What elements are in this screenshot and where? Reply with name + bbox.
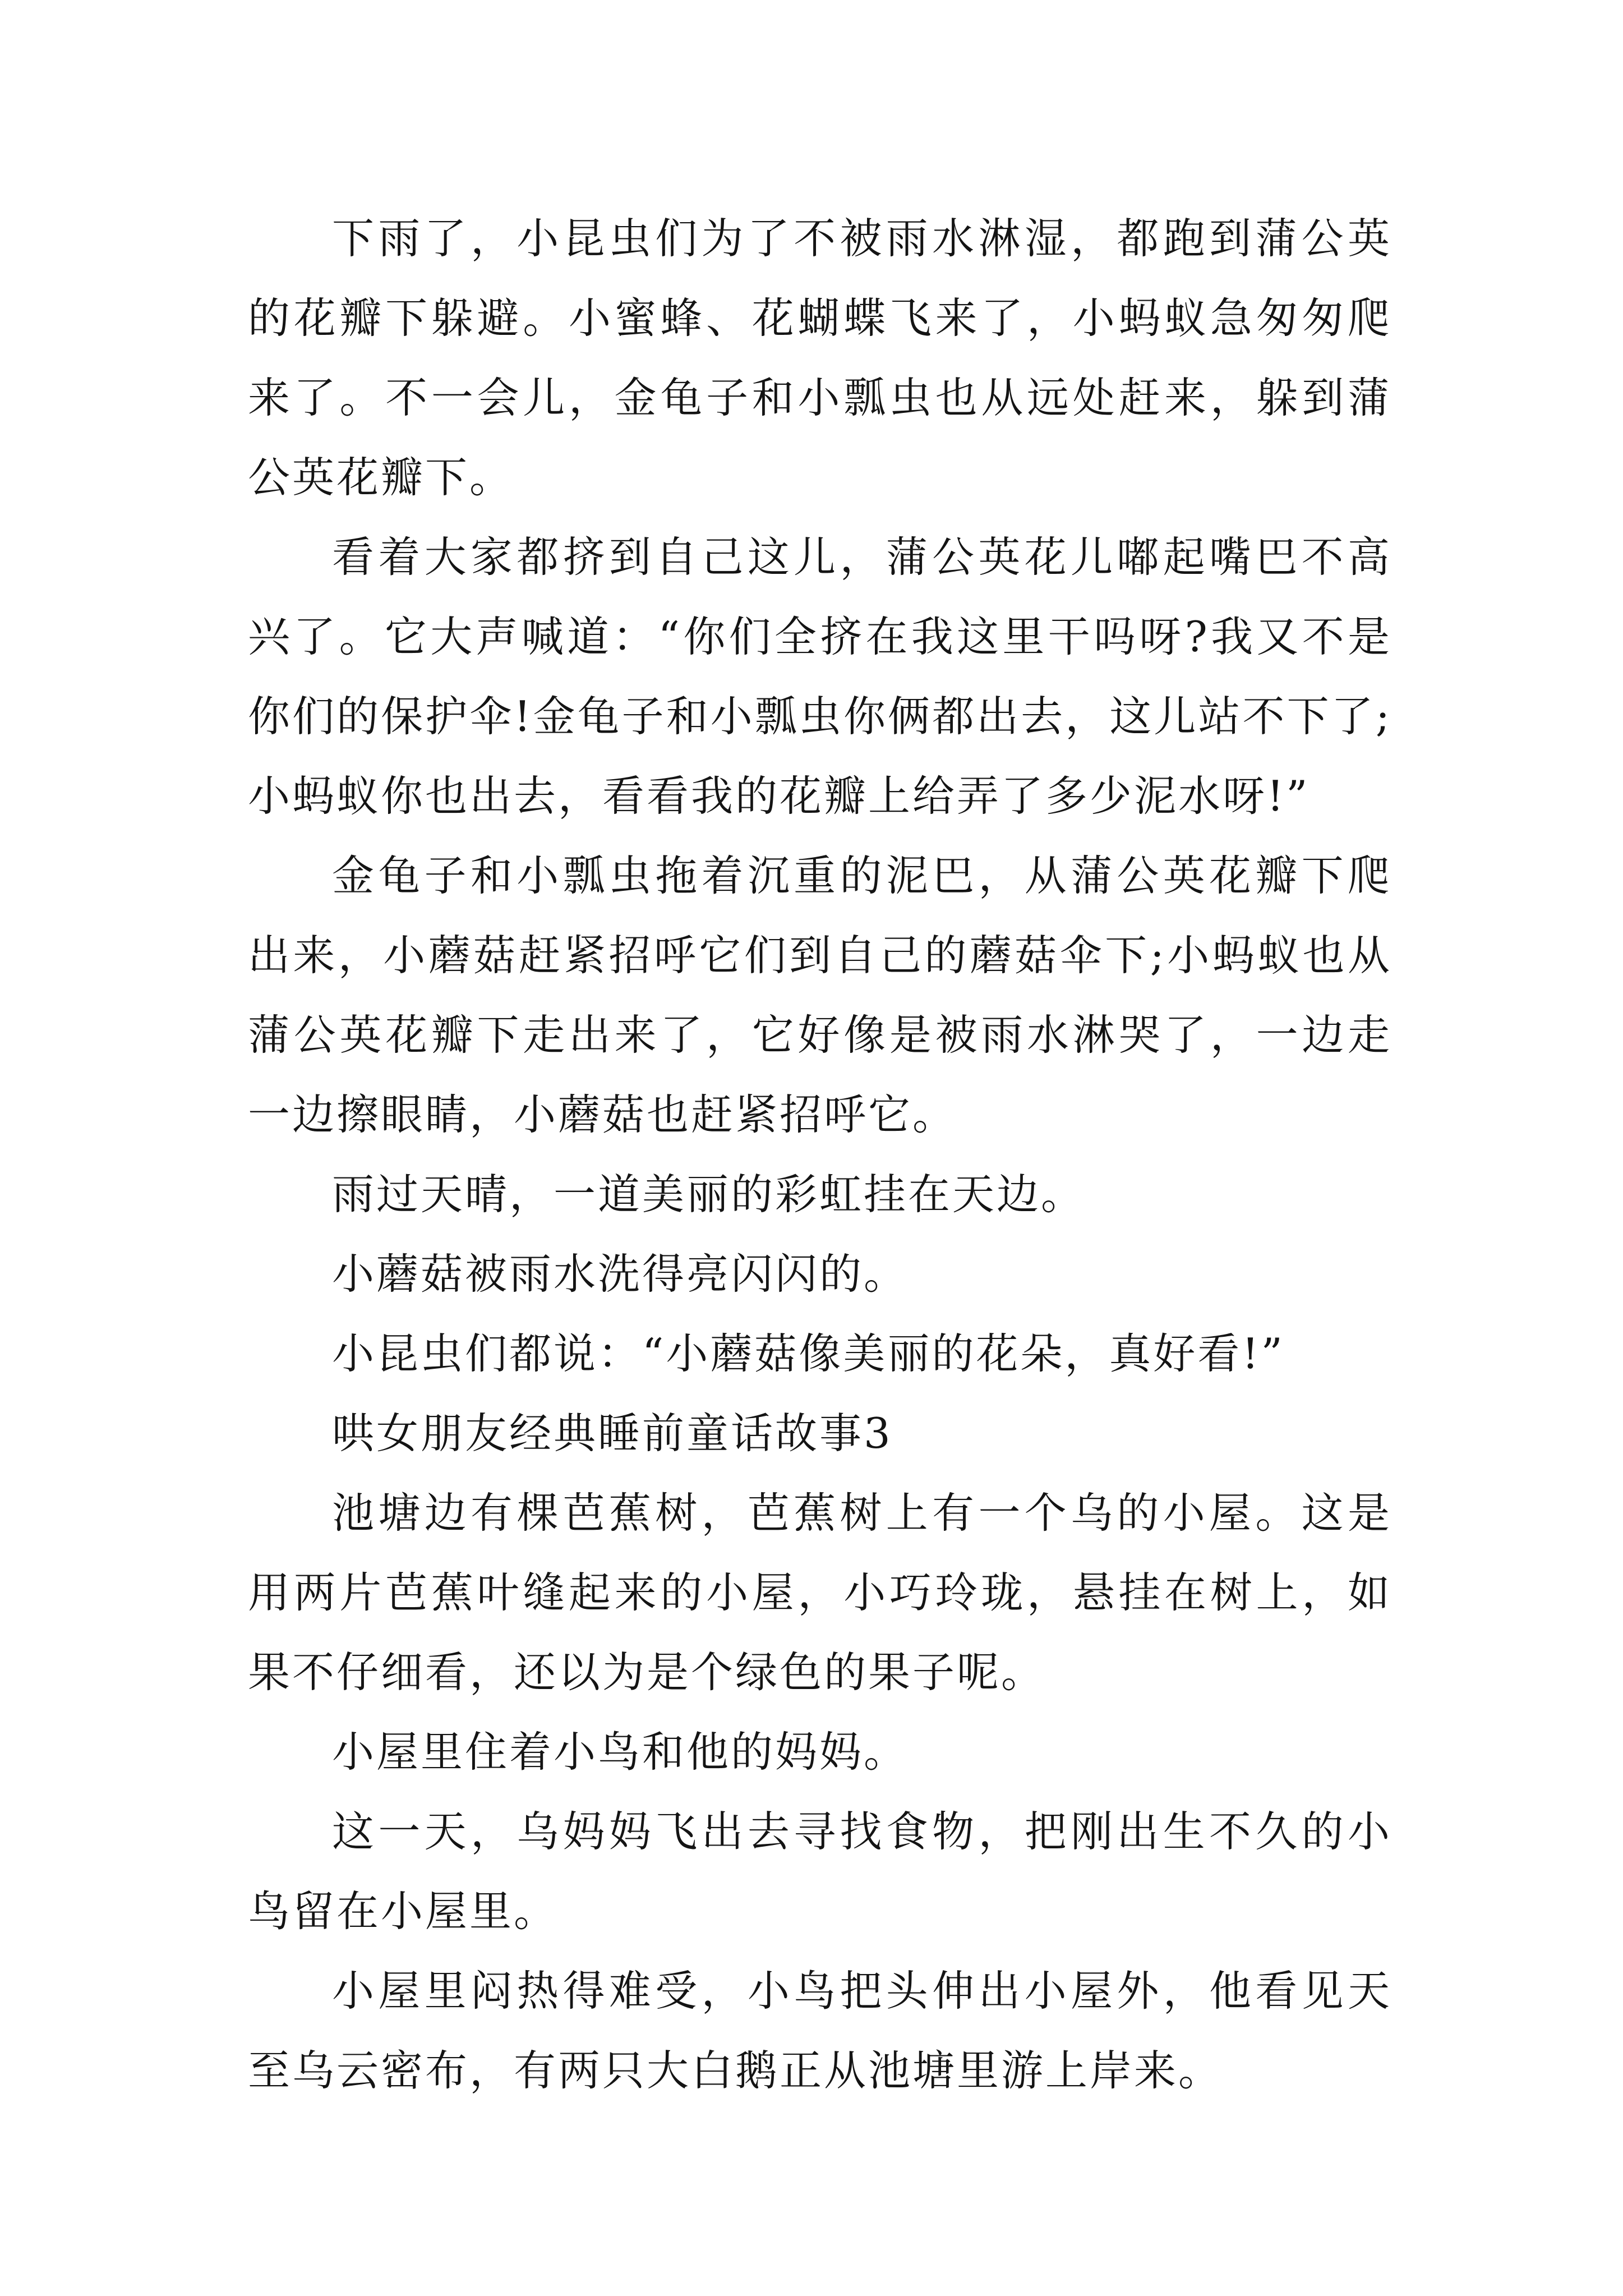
paragraph: 金龟子和小瓢虫拖着沉重的泥巴，从蒲公英花瓣下爬出来，小蘑菇赶紧招呼它们到自己的蘑菇伞下;小蚂蚁也从蒲公英花瓣下走出来了，它好像是被雨水淋哭了，一边走一边擦眼睛，小蘑菇也赶紧招呼它。 bbox=[248, 851, 1392, 1139]
paragraph: 小屋里住着小鸟和他的妈妈。 bbox=[332, 1727, 909, 1777]
paragraph: 雨过天晴，一道美丽的彩虹挂在天边。 bbox=[332, 1170, 1086, 1219]
story-text bbox=[248, 199, 1392, 2110]
paragraph: 池塘边有棵芭蕉树，芭蕉树上有一个乌的小屋。这是用两片芭蕉叶缝起来的小屋，小巧玲珑，悬挂在树上，如果不仔细看，还以为是个绿色的果子呢。 bbox=[248, 1488, 1392, 1697]
paragraph: 下雨了，小昆虫们为了不被雨水淋湿，都跑到蒲公英的花瓣下躲避。小蜜蜂、花蝴蝶飞来了，小蚂蚁急匆匆爬来了。不一会儿，金龟子和小瓢虫也从远处赶来，躲到蒲公英花瓣下。 bbox=[248, 214, 1392, 502]
paragraph: 这一天，乌妈妈飞出去寻找食物，把刚出生不久的小鸟留在小屋里。 bbox=[248, 1807, 1392, 1936]
story-title: 哄女朋友经典睡前童话故事3 bbox=[332, 1409, 893, 1458]
paragraph: 小蘑菇被雨水洗得亮闪闪的。 bbox=[332, 1249, 909, 1299]
paragraph: 看着大家都挤到自己这儿，蒲公英花儿嘟起嘴巴不高兴了。它大声喊道：“你们全挤在我这里干吗呀?我又不是你们的保护伞!金龟子和小瓢虫你俩都出去，这儿站不下了;小蚂蚁你也出去，看看我的花瓣上给弄了多少泥水呀!” bbox=[248, 532, 1392, 821]
paragraph: 小屋里闷热得难受，小鸟把头伸出小屋外，他看见天至乌云密布，有两只大白鹅正从池塘里游上岸来。 bbox=[248, 1966, 1392, 2095]
paragraph: 小昆虫们都说：“小蘑菇像美丽的花朵，真好看!” bbox=[332, 1329, 1285, 1378]
